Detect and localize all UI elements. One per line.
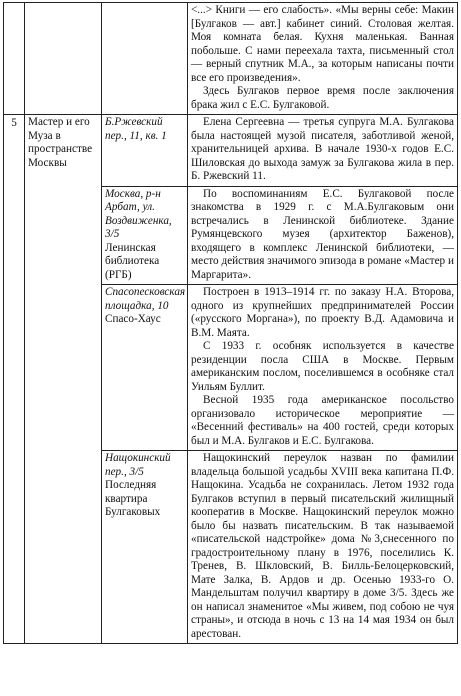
place-cell bbox=[102, 451, 188, 644]
place-cell bbox=[102, 186, 188, 285]
place-address: Спасопесковская площадка, 10 bbox=[105, 286, 186, 312]
description-cell bbox=[188, 285, 458, 451]
topic-cell bbox=[25, 3, 102, 115]
place-name: Последняя квартира Булгаковых bbox=[105, 479, 161, 518]
place-address: Б.Ржевский пер., 11, кв. 1 bbox=[105, 116, 167, 142]
description-paragraph: Здесь Булгаков первое время после заключения брака жил с Е.С. Булгаковой. bbox=[191, 85, 454, 111]
place-address: Москва, р-н Арбат, ул. Воздвиженка, 3/5 bbox=[105, 187, 172, 240]
literary-places-table bbox=[3, 2, 458, 644]
place-name: Спасо-Хаус bbox=[105, 313, 161, 325]
description-paragraph: По воспоминаниям Е.С. Булгаковой после знакомства в 1929 г. с М.А.Булгаковым они встречались в Ленинской библиотеке. Здание Румянцевского музея (архитектор Баженов), входящего в комплекс Ленинской библиотеки, — место действия значимого эпизода в романе «Мастер и Маргарита». bbox=[191, 187, 454, 281]
description-paragraph: С 1933 г. особняк используется в качестве резиденции посла США в Москве. Первым американским послом, поселившемся в особняке стал Уильям Буллит. bbox=[191, 340, 454, 393]
description-paragraph: Построен в 1913–1914 гг. по заказу Н.А. Второва, одного из крупнейших предпринимателей России («русского Моргана»), по проекту В.Д. Адамовича и В.М. Маята. bbox=[191, 286, 454, 339]
table-row bbox=[4, 115, 458, 187]
description-cell bbox=[188, 186, 458, 285]
place-cell bbox=[102, 285, 188, 451]
description-paragraph: Елена Сергеевна — третья супруга М.А. Булгакова была настоящей музой писателя, заботливой женой, хранительницей архива. В начале 1930-х годов Е.С. Шиловская до выхода замуж за Булгакова жила в пер. Б. Ржевский 11. bbox=[191, 116, 454, 182]
description-paragraph: <...> Книги — его слабость». «Мы верны себе: Макин [Булгаков — авт.] кабинет синий. Столовая желтая. Моя комната белая. Кухня маленькая. Ванная побольше. С нами переехала тахта, письменный стол — верный спутник М.А., за которым написаны почти все его произведения». bbox=[191, 4, 454, 84]
place-name: Ленинская библиотека (РГБ) bbox=[105, 241, 160, 281]
place-cell bbox=[102, 3, 188, 115]
topic-cell: Мастер и его Муза в пространстве Москвы bbox=[25, 115, 102, 644]
row-number: 5 bbox=[4, 115, 25, 644]
number-cell bbox=[4, 3, 25, 115]
place-cell bbox=[102, 115, 188, 187]
description-cell bbox=[188, 451, 458, 644]
place-address: Нащокинский пер., 3/5 bbox=[105, 452, 171, 478]
description-paragraph: Нащокинский переулок назван по фамилии владельца большой усадьбы XVIII века капитана П.Ф. Нащокина. Усадьба не сохранилась. Летом 1932 года Булгаков вступил в первый писательский жилищный кооператив в Москве. Нащокинский переулок можно было бы назвать писательским. В так называемой «писательской надстройке» дома №3,снесенного по градостроительному плану в 1976, поселились К. Тренев, В. Шкловский, В. Билль-Белоцерковский, Мате Залка, В. Ардов и др. Осенью 1933-го О. Мандельштам получил квартиру в доме 3/5. Здесь же он написал знаменитое «Мы живем, под собою не чуя страны», и отсюда в ночь с 13 на 14 мая 1934 он был арестован. bbox=[191, 452, 454, 640]
table-row bbox=[4, 3, 458, 115]
description-paragraph: Весной 1935 года американское посольство организовало историческое мероприятие — «Весенний фестиваль» на 400 гостей, среди которых был и М.А. Булгаков и Е.С. Булгакова. bbox=[191, 394, 454, 447]
description-cell bbox=[188, 115, 458, 187]
description-cell bbox=[188, 3, 458, 115]
